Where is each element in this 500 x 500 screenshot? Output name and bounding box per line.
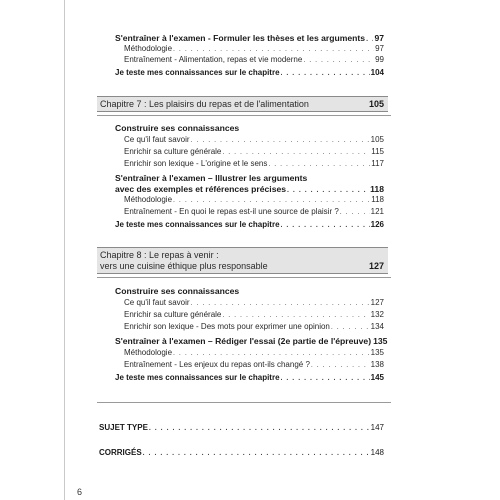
toc-entry-sujet-type[interactable] — [99, 421, 384, 435]
toc-label: Je teste mes connaissances sur le chapitre — [115, 68, 280, 77]
toc-label: Méthodologie — [124, 195, 173, 204]
toc-page: 97 — [375, 44, 384, 53]
toc-entry-corriges[interactable] — [99, 446, 384, 460]
toc-entry-entrainement[interactable] — [124, 205, 384, 219]
toc-label: Ce qu'il faut savoir — [124, 135, 190, 144]
toc-page: 118 — [370, 184, 384, 194]
toc-page: 138 — [370, 360, 384, 369]
toc-page: 132 — [370, 310, 384, 319]
toc-page: 127 — [370, 298, 384, 307]
toc-label: CORRIGÉS — [99, 448, 142, 457]
section-divider — [97, 402, 391, 403]
toc-page: 135 — [373, 336, 388, 346]
toc-page: 126 — [370, 220, 384, 229]
chapter-title: Chapitre 7 : Les plaisirs du repas et de l'alimentation — [100, 99, 309, 109]
chapter-title-line1: Chapitre 8 : Le repas à venir : — [100, 250, 219, 260]
toc-label: SUJET TYPE — [99, 423, 148, 432]
dot-leader — [268, 158, 370, 171]
toc-page: 104 — [370, 68, 384, 77]
toc-label: Enrichir son lexique - L'origine et le sens — [124, 159, 268, 168]
chapter-page: 127 — [368, 261, 384, 271]
toc-page: 148 — [370, 448, 384, 457]
toc-page: 121 — [370, 207, 384, 216]
toc-page: 134 — [370, 322, 384, 331]
section-heading: Construire ses connaissances — [115, 123, 240, 133]
chapter-page: 105 — [368, 99, 384, 109]
toc-label: Méthodologie — [124, 44, 173, 53]
dot-leader — [281, 67, 370, 80]
margin-rule — [64, 0, 65, 500]
toc-label: Ce qu'il faut savoir — [124, 298, 190, 307]
chapter-8-banner[interactable] — [97, 247, 388, 274]
toc-entry[interactable] — [124, 320, 384, 334]
toc-page: 135 — [370, 348, 384, 357]
toc-label: Entraînement - En quoi le repas est-il une source de plaisir ? — [124, 207, 339, 216]
toc-label: Je teste mes connaissances sur le chapitre — [115, 373, 280, 382]
toc-entry-entrainement[interactable] — [124, 358, 384, 372]
toc-entry-teste[interactable] — [115, 371, 384, 385]
chapter-title-line2: vers une cuisine éthique plus responsable — [100, 261, 268, 271]
toc-entry-teste[interactable] — [115, 66, 384, 80]
dot-leader — [281, 372, 370, 385]
chapter-7-banner[interactable] — [97, 96, 388, 112]
toc-label: S'entraîner à l'examen – Rédiger l'essai (2e partie de l'épreuve) — [115, 336, 372, 346]
section-divider — [97, 115, 391, 116]
toc-label: S'entraîner à l'examen - Formuler les thèses et les arguments — [115, 33, 366, 43]
toc-page: 145 — [370, 373, 384, 382]
toc-page: 97 — [374, 33, 384, 43]
toc-entry[interactable] — [124, 157, 384, 171]
toc-label: Enrichir sa culture générale — [124, 310, 222, 319]
dot-leader — [149, 422, 370, 435]
toc-entry-teste[interactable] — [115, 218, 384, 232]
toc-page: 99 — [375, 55, 384, 64]
toc-page: 117 — [371, 159, 384, 168]
toc-page: 115 — [371, 147, 384, 156]
dot-leader — [281, 219, 370, 232]
toc-label: Enrichir son lexique - Des mots pour exprimer une opinion — [124, 322, 330, 331]
toc-label: Méthodologie — [124, 348, 173, 357]
toc-label: Entraînement - Les enjeux du repas ont-ils changé ? — [124, 360, 310, 369]
dot-leader — [143, 447, 370, 460]
page-number: 6 — [77, 487, 83, 497]
toc-label: Je teste mes connaissances sur le chapitre — [115, 220, 280, 229]
toc-page: 147 — [370, 423, 384, 432]
toc-page: 118 — [371, 195, 384, 204]
toc-page: 105 — [370, 135, 384, 144]
section-heading: Construire ses connaissances — [115, 286, 240, 296]
dot-leader — [331, 321, 370, 334]
toc-label: avec des exemples et références précises — [115, 184, 287, 194]
toc-label: Enrichir sa culture générale — [124, 147, 222, 156]
toc-entry-entrainement[interactable] — [124, 53, 384, 67]
toc-exam-heading-line1: S'entraîner à l'examen – Illustrer les arguments — [115, 173, 308, 183]
toc-label: Entraînement - Alimentation, repas et vie moderne — [124, 55, 303, 64]
section-divider — [97, 277, 391, 278]
